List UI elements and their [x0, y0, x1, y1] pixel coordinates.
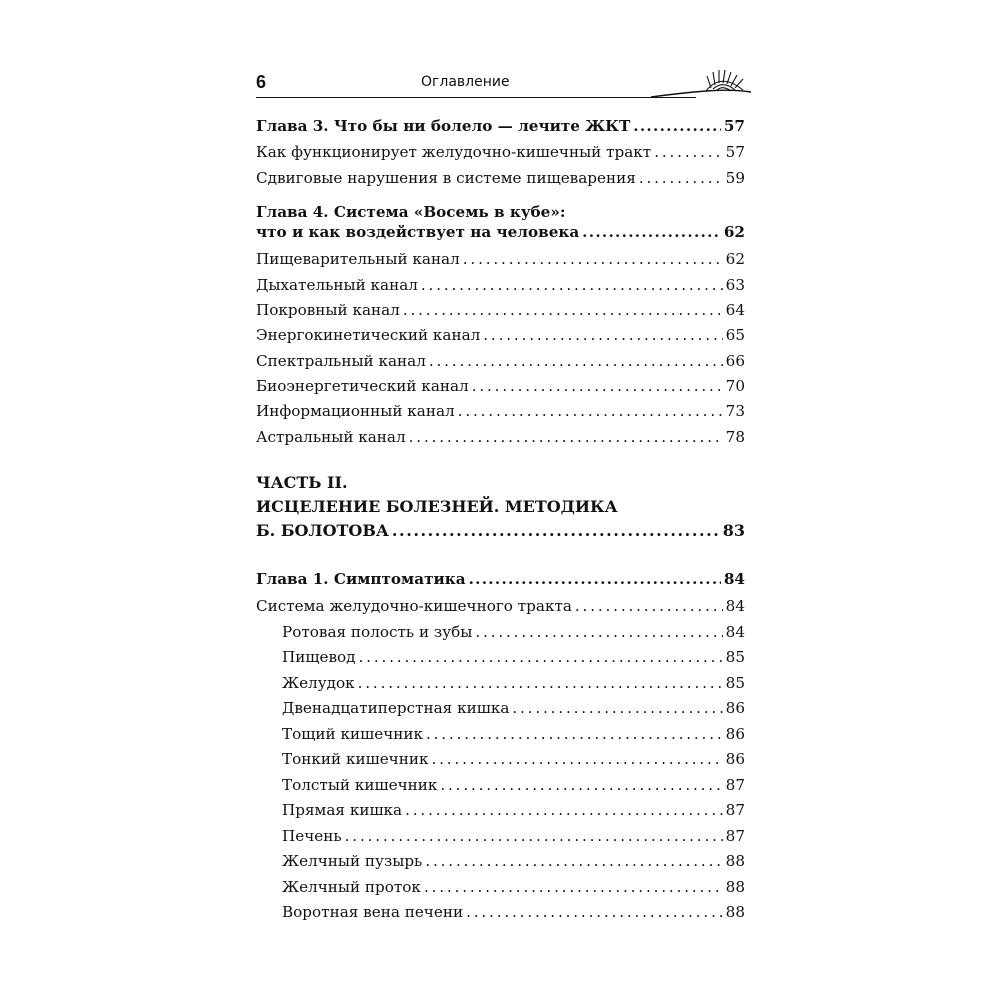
toc-section: [256, 594, 745, 618]
toc-label: что и как воздействует на человека: [256, 223, 580, 241]
toc-page-number: 85: [725, 648, 745, 666]
toc-subentry: [282, 849, 745, 873]
toc-page-number: 84: [725, 623, 745, 641]
toc-label: Биоэнергетический канал: [256, 377, 469, 395]
toc-entry: [256, 247, 745, 271]
dot-leader: [409, 425, 723, 449]
toc-page-number: 62: [725, 250, 745, 268]
toc-page-number: 62: [723, 223, 745, 241]
toc-entry: [256, 399, 745, 423]
toc-label: Б. БОЛОТОВА: [256, 521, 389, 540]
toc-label: Как функционирует желудочно-кишечный тракт: [256, 143, 652, 161]
toc-entry: [256, 425, 745, 449]
dot-leader: [392, 518, 720, 544]
toc-part-2-label: ЧАСТЬ II.: [256, 473, 348, 492]
toc-label: Система желудочно-кишечного тракта: [256, 597, 572, 615]
toc-subentry: [282, 824, 745, 848]
dot-leader: [405, 798, 723, 822]
toc-page-number: 87: [725, 801, 745, 819]
toc-part-2-chapter-1: [256, 567, 745, 591]
toc-label: Ротовая полость и зубы: [282, 623, 473, 641]
page-number: 6: [256, 72, 267, 92]
dot-leader: [466, 900, 723, 924]
toc-label: Толстый кишечник: [282, 776, 438, 794]
toc-page-number: 88: [725, 852, 745, 870]
dot-leader: [431, 747, 722, 771]
toc-page-number: 70: [725, 377, 745, 395]
toc-page-number: 86: [725, 725, 745, 743]
dot-leader: [359, 645, 723, 669]
toc-entry: [256, 298, 745, 322]
toc-label: Желчный пузырь: [282, 852, 423, 870]
toc-subentry: [282, 798, 745, 822]
toc-page-number: 65: [725, 326, 745, 344]
toc-entry: [256, 374, 745, 398]
dot-leader: [472, 374, 723, 398]
toc-page-number: 64: [725, 301, 745, 319]
dot-leader: [469, 567, 721, 591]
toc-part-2-title: ИСЦЕЛЕНИЕ БОЛЕЗНЕЙ. МЕТОДИКА: [256, 497, 618, 516]
sun-ornament-icon: [651, 66, 751, 100]
toc-label: Глава 3. Что бы ни болело — лечите ЖКТ: [256, 117, 631, 135]
toc-chapter-4-title: Глава 4. Система «Восемь в кубе»:: [256, 203, 566, 221]
toc-page-number: 86: [725, 750, 745, 768]
dot-leader: [421, 273, 723, 297]
toc-label: Пищеварительный канал: [256, 250, 460, 268]
dot-leader: [345, 824, 723, 848]
toc-page-number: 57: [723, 117, 745, 135]
page-header: [256, 70, 746, 102]
toc-subentry: [282, 722, 745, 746]
toc-label: Двенадцатиперстная кишка: [282, 699, 510, 717]
toc-page-number: 84: [725, 597, 745, 615]
toc-label: Спектральный канал: [256, 352, 426, 370]
dot-leader: [358, 671, 723, 695]
dot-leader: [582, 220, 721, 244]
toc-page-number: 84: [723, 570, 745, 588]
toc-part-2: [256, 518, 745, 544]
toc-entry: [256, 140, 745, 164]
toc-label: Информационный канал: [256, 402, 455, 420]
toc-page-number: 85: [725, 674, 745, 692]
toc-page-number: 63: [725, 276, 745, 294]
toc-page-number: 86: [725, 699, 745, 717]
toc-subentry: [282, 645, 745, 669]
toc-label: Тощий кишечник: [282, 725, 423, 743]
toc-label: Желчный проток: [282, 878, 421, 896]
toc-label: Энергокинетический канал: [256, 326, 481, 344]
dot-leader: [512, 696, 722, 720]
header-rule: [256, 97, 696, 98]
toc-page-number: 59: [725, 169, 745, 187]
toc-label: Воротная вена печени: [282, 903, 464, 921]
dot-leader: [426, 722, 723, 746]
toc-page-number: 88: [725, 903, 745, 921]
toc-page-number: 78: [725, 428, 745, 446]
dot-leader: [475, 620, 722, 644]
dot-leader: [429, 349, 723, 373]
toc-subentry: [282, 620, 745, 644]
dot-leader: [458, 399, 723, 423]
toc-label: Пищевод: [282, 648, 356, 666]
toc-page-number: 83: [722, 521, 745, 540]
toc-subentry: [282, 747, 745, 771]
toc-label: Печень: [282, 827, 342, 845]
toc-entry: [256, 273, 745, 297]
toc-chapter-3: [256, 114, 745, 138]
dot-leader: [425, 849, 722, 873]
toc-subentry: [282, 875, 745, 899]
toc-page-number: 88: [725, 878, 745, 896]
toc-entry: [256, 323, 745, 347]
toc-page-number: 87: [725, 827, 745, 845]
toc-chapter-4: [256, 220, 745, 244]
dot-leader: [575, 594, 723, 618]
toc-subentry: [282, 671, 745, 695]
toc-label: Сдвиговые нарушения в системе пищеварения: [256, 169, 636, 187]
toc-subentry: [282, 900, 745, 924]
toc-label: Астральный канал: [256, 428, 406, 446]
toc-label: Покровный канал: [256, 301, 400, 319]
dot-leader: [403, 298, 723, 322]
toc-entry: [256, 349, 745, 373]
toc-subentry: [282, 773, 745, 797]
dot-leader: [463, 247, 723, 271]
toc-label: Дыхательный канал: [256, 276, 418, 294]
dot-leader: [639, 166, 723, 190]
toc-subentry: [282, 696, 745, 720]
dot-leader: [440, 773, 722, 797]
toc-page-number: 66: [725, 352, 745, 370]
running-head: Оглавление: [421, 74, 510, 90]
dot-leader: [483, 323, 722, 347]
dot-leader: [633, 114, 721, 138]
toc-label: Тонкий кишечник: [282, 750, 429, 768]
toc-label: Желудок: [282, 674, 355, 692]
toc-entry: [256, 166, 745, 190]
dot-leader: [424, 875, 723, 899]
toc-page-number: 73: [725, 402, 745, 420]
toc-page-number: 87: [725, 776, 745, 794]
toc-label: Прямая кишка: [282, 801, 403, 819]
toc-page-number: 57: [725, 143, 745, 161]
dot-leader: [654, 140, 722, 164]
toc-label: Глава 1. Симптоматика: [256, 570, 466, 588]
